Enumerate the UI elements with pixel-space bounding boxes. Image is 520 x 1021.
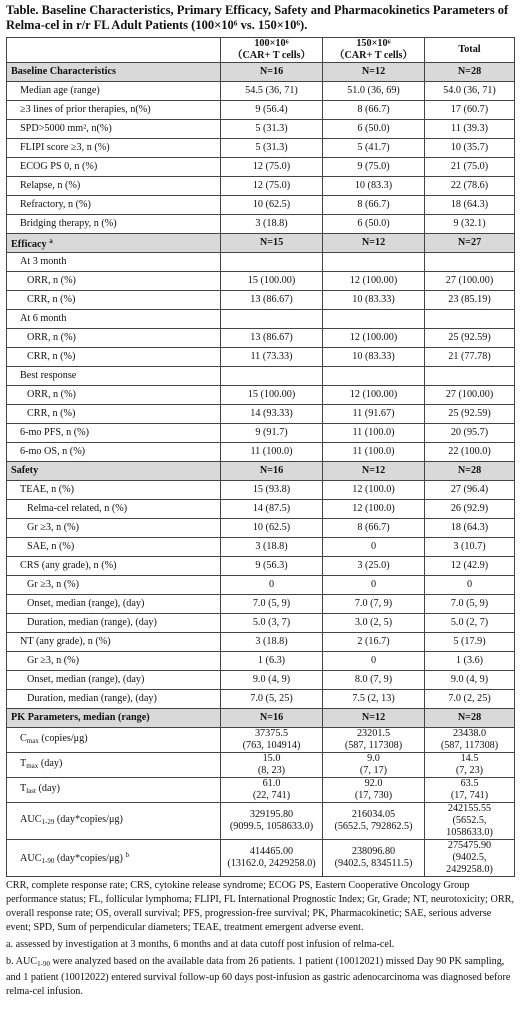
table-row: Median age (range) 54.5 (36, 71) 51.0 (36, 69) 54.0 (36, 71) [7,82,515,101]
table-row: 6-mo PFS, n (%) 9 (91.7) 11 (100.0) 20 (95.7) [7,424,515,443]
table-row: ORR, n (%) 13 (86.67) 12 (100.00) 25 (92.59) [7,329,515,348]
results-table [6,37,515,877]
table-row: CRR, n (%) 13 (86.67) 10 (83.33) 23 (85.19) [7,291,515,310]
table-row: CRS (any grade), n (%) 9 (56.3) 3 (25.0) 12 (42.9) [7,557,515,576]
table-row-cmax: $C_{max}$ (copies/μg) 37375.5 (763, 104914) 23201.5 (587, 117308) 23438.0 (587, 117308) [7,728,515,753]
table-row: Duration, median (range), (day) 5.0 (3, 7) 3.0 (2, 5) 5.0 (2, 7) [7,614,515,633]
subheading-6-month: At 6 month [7,310,515,329]
table-row: ORR, n (%) 15 (100.00) 12 (100.00) 27 (100.00) [7,272,515,291]
footnotes [6,879,514,999]
table-row: 6-mo OS, n (%) 11 (100.0) 11 (100.0) 22 (100.0) [7,443,515,462]
table-row: Onset, median (range), (day) 7.0 (5, 9) 7.0 (7, 9) 7.0 (5, 9) [7,595,515,614]
table-row: Onset, median (range), (day) 9.0 (4, 9) 8.0 (7, 9) 9.0 (4, 9) [7,671,515,690]
table-row: Gr ≥3, n (%) 1 (6.3) 0 1 (3.6) [7,652,515,671]
table-row: CRR, n (%) 11 (73.33) 10 (83.33) 21 (77.78) [7,348,515,367]
table-row: Refractory, n (%) 10 (62.5) 8 (66.7) 18 (64.3) [7,196,515,215]
table-row: Gr ≥3, n (%) 0 0 0 [7,576,515,595]
section-safety: Safety N=16 N=12 N=28 [7,462,515,481]
table-row: Gr ≥3, n (%) 10 (62.5) 8 (66.7) 18 (64.3) [7,519,515,538]
table-row: CRR, n (%) 14 (93.33) 11 (91.67) 25 (92.59) [7,405,515,424]
table-row: Relapse, n (%) 12 (75.0) 10 (83.3) 22 (78.6) [7,177,515,196]
table-title: Table. Baseline Characteristics, Primary Efficacy, Safety and Pharmacokinetics Parameters of Relma-cel in r/r FL Adult Patients (100×10⁶ vs. 150×10⁶). [6,3,509,32]
header-150: 150×10⁶ （CAR+ T cells） [323,38,425,63]
footnote-a: a. assessed by investigation at 3 months, 6 months and at data cutoff post infusion of relma-cel. [6,939,395,950]
table-row: ECOG PS 0, n (%) 12 (75.0) 9 (75.0) 21 (75.0) [7,158,515,177]
table-row-tlast: $T_{last}$ (day) 61.0 (22, 741) 92.0 (17, 730) 63.5 (17, 741) [7,778,515,803]
footnote-b: b. $AUC_{1-90}$ were analyzed based on the available data from 26 patients. 1 patient (10012021) missed Day 90 PK sampling, and 1 patient (10012022) entered survival follow-up 60 days post-infusion as gastric adenocarcinoma was diagnosed before relma-cel infusion. [6,956,511,997]
table-row-auc90: $AUC_{1-90}$ (day*copies/μg) $^b$ 414465.00 (13162.0, 2429258.0) 238096.80 (9402.5, 834511.5) 275475.90 (9402.5, 2429258.0) [7,840,515,877]
table-row: NT (any grade), n (%) 3 (18.8) 2 (16.7) 5 (17.9) [7,633,515,652]
table-row: SAE, n (%) 3 (18.8) 0 3 (10.7) [7,538,515,557]
table-row-auc29: $AUC_{1-29}$ (day*copies/μg) 329195.80 (9099.5, 1058633.0) 216034.05 (5652.5, 792862.5) 242155.55 (5652.5, 1058633.0) [7,803,515,840]
page [6,0,514,999]
header-100: 100×10⁶ （CAR+ T cells） [221,38,323,63]
table-row: Bridging therapy, n (%) 3 (18.8) 6 (50.0) 9 (32.1) [7,215,515,234]
header-total: Total [425,38,515,63]
header-blank [7,38,221,63]
table-row: ≥3 lines of prior therapies, n(%) 9 (56.4) 8 (66.7) 17 (60.7) [7,101,515,120]
table-row: Duration, median (range), (day) 7.0 (5, 25) 7.5 (2, 13) 7.0 (2, 25) [7,690,515,709]
table-row: ORR, n (%) 15 (100.00) 12 (100.00) 27 (100.00) [7,386,515,405]
section-baseline: Baseline Characteristics N=16 N=12 N=28 [7,63,515,82]
subheading-3-month: At 3 month [7,253,515,272]
section-efficacy: Efficacy $^a$ N=15 N=12 N=27 [7,234,515,253]
table-row: Relma-cel related, n (%) 14 (87.5) 12 (100.0) 26 (92.9) [7,500,515,519]
abbreviations: CRR, complete response rate; CRS, cytokine release syndrome; ECOG PS, Eastern Cooperative Oncology Group performance status; FL, follicular lymphoma; FLIPI, FL International Prognostic Index; Gr, Grade; NT, neurotoxicity; ORR, overall response rate; OS, overall survival; PFS, progression-free survival; PK, Pharmacokinetic; SAE, serious adverse event; SPD, Sum of perpendicular diameters; TEAE, treatment emergent adverse event. [6,880,515,933]
table-row-tmax: $T_{max}$ (day) 15.0 (8, 23) 9.0 (7, 17) 14.5 (7, 23) [7,753,515,778]
section-pk: PK Parameters, median (range) N=16 N=12 N=28 [7,709,515,728]
table-row: TEAE, n (%) 15 (93.8) 12 (100.0) 27 (96.4) [7,481,515,500]
header-row [7,38,515,63]
table-row: SPD>5000 mm², n(%) 5 (31.3) 6 (50.0) 11 (39.3) [7,120,515,139]
subheading-best-response: Best response [7,367,515,386]
table-row: FLIPI score ≥3, n (%) 5 (31.3) 5 (41.7) 10 (35.7) [7,139,515,158]
